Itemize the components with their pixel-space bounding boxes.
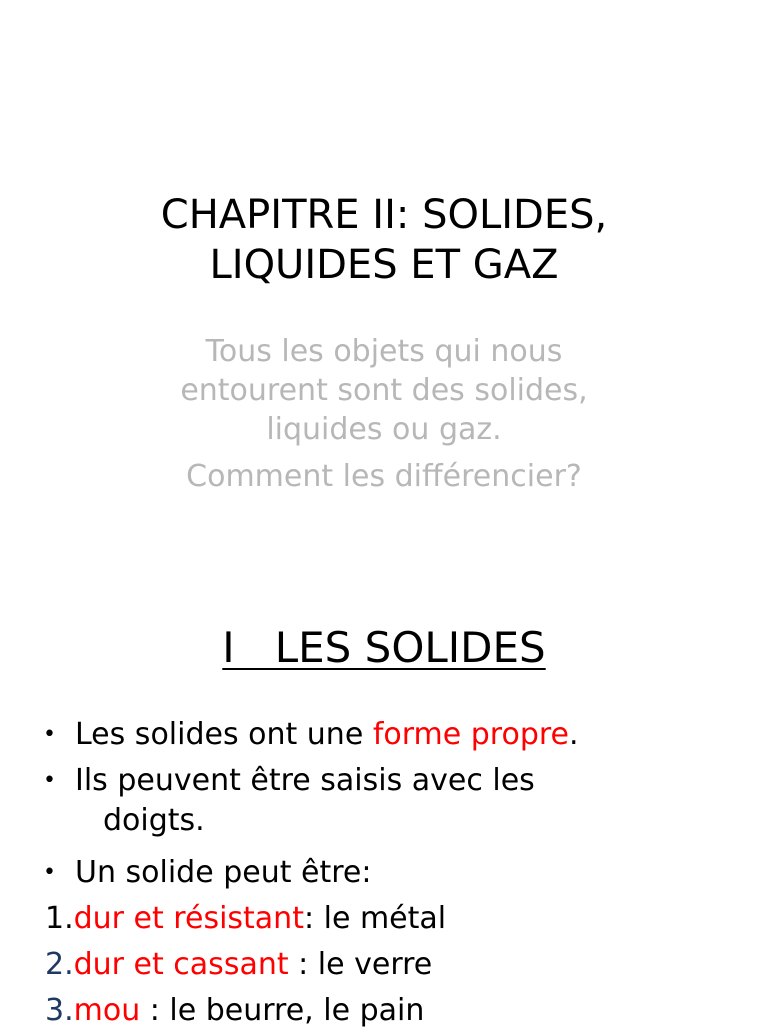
section-heading-text: I LES SOLIDES (222, 623, 546, 672)
numbered-item-text (45, 942, 432, 988)
numbered-item-2 (0, 942, 768, 988)
highlight-forme-propre: forme propre (372, 717, 570, 752)
item-number: 3. (45, 993, 74, 1028)
slide-title-line-2: LIQUIDES ET GAZ (209, 242, 559, 288)
bullet-marker: • (43, 860, 56, 885)
bullet-item-un-solide (0, 850, 768, 896)
slide-body (0, 712, 768, 1034)
numbered-item-text (45, 988, 424, 1034)
slide-subtitle (0, 332, 768, 496)
subtitle-line-3: liquides ou gaz. (266, 412, 502, 447)
bullet-text (75, 712, 579, 758)
subtitle-line-2: entourent sont des solides, (180, 373, 588, 408)
item-term: dur et cassant (73, 947, 289, 982)
item-term: mou (73, 993, 141, 1028)
subtitle-question: Comment les différencier? (186, 459, 582, 494)
bullet-text-before: Les solides ont une (75, 717, 373, 752)
item-number: 2. (45, 947, 74, 982)
item-rest: : le beurre, le pain (140, 993, 425, 1028)
slide-title (0, 190, 768, 290)
item-number: 1. (45, 901, 74, 936)
subtitle-line-1: Tous les objets qui nous (205, 334, 563, 369)
numbered-item-1 (0, 896, 768, 942)
bullet-item-saisis-continuation (0, 804, 768, 846)
bullet-text: Ils peuvent être saisis avec les (75, 763, 535, 798)
bullet-text-continuation: doigts. (103, 803, 205, 838)
bullet-marker: • (43, 722, 56, 747)
item-term: dur et résistant (73, 901, 304, 936)
bullet-text: Un solide peut être: (75, 855, 372, 890)
numbered-item-text (45, 896, 446, 942)
item-rest: : le verre (288, 947, 433, 982)
bullet-item-forme-propre (0, 712, 768, 758)
bullet-text-after: . (569, 717, 579, 752)
slide-title-line-1: CHAPITRE II: SOLIDES, (160, 192, 608, 238)
bullet-marker: • (43, 768, 56, 793)
section-heading (0, 620, 768, 676)
numbered-item-3 (0, 988, 768, 1034)
item-rest: : le métal (303, 901, 447, 936)
bullet-item-saisis (0, 758, 768, 804)
